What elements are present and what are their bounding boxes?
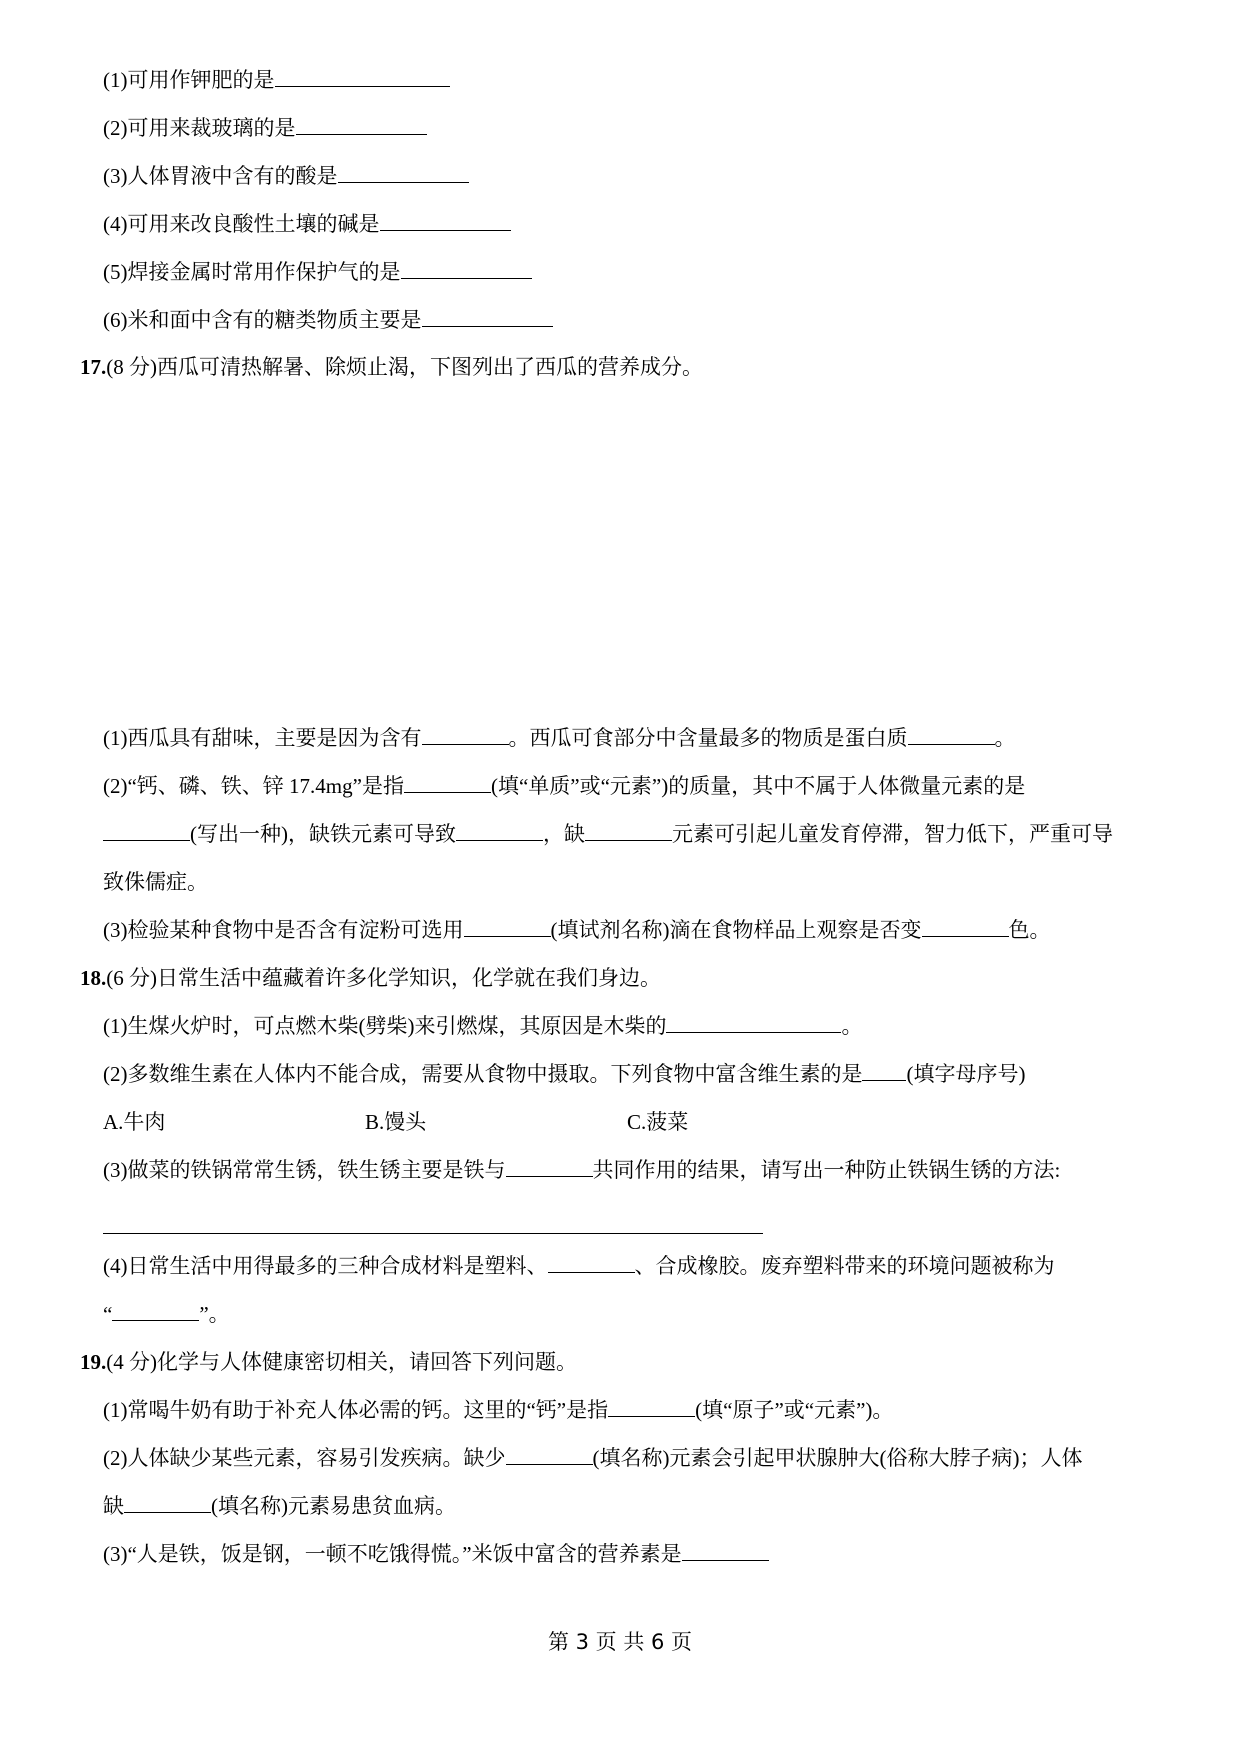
page-footer: 第 3 页 共 6 页 — [547, 1630, 693, 1654]
text: 、合成橡胶。废弃塑料带来的环境问题被称为 — [634, 1254, 1055, 1278]
text: 缺 — [103, 1494, 124, 1518]
text: (填名称)元素会引起甲状腺肿大(俗称大脖子病)；人体 — [592, 1446, 1083, 1470]
answer-blank[interactable] — [296, 114, 427, 135]
answer-blank[interactable] — [585, 820, 672, 841]
text: (1)生煤火炉时，可点燃木柴(劈柴)来引燃煤，其原因是木柴的 — [103, 1014, 667, 1038]
q18-stem — [80, 964, 661, 992]
question-number: 17. — [80, 355, 107, 379]
question-text: (4 分)化学与人体健康密切相关，请回答下列问题。 — [106, 1350, 577, 1374]
text: ”。 — [199, 1302, 230, 1326]
text: (填名称)元素易患贫血病。 — [211, 1494, 456, 1518]
answer-blank[interactable] — [506, 1444, 593, 1465]
q16-item-5 — [103, 258, 532, 286]
text: 。 — [994, 726, 1016, 750]
answer-blank[interactable] — [862, 1060, 906, 1081]
q19-part-3 — [103, 1540, 769, 1568]
text: ，缺 — [543, 822, 585, 846]
answer-blank[interactable] — [338, 162, 469, 183]
q16-item-4-text: (4)可用来改良酸性土壤的碱是 — [103, 212, 380, 236]
q16-item-2 — [103, 114, 427, 142]
answer-blank[interactable] — [275, 66, 450, 87]
q18-part-1 — [103, 1012, 862, 1040]
answer-blank[interactable] — [380, 210, 511, 231]
q17-part-3 — [103, 916, 1051, 944]
q17-part-1 — [103, 724, 1016, 752]
q19-part-2 — [103, 1444, 1082, 1472]
text: (1)常喝牛奶有助于补充人体必需的钙。这里的“钙”是指 — [103, 1398, 609, 1422]
option-b[interactable]: B.馒头 — [365, 1110, 427, 1134]
q16-item-4 — [103, 210, 511, 238]
q17-stem — [80, 353, 703, 381]
answer-blank[interactable] — [124, 1492, 211, 1513]
question-number: 18. — [80, 966, 107, 990]
text: (填试剂名称)滴在食物样品上观察是否变 — [550, 918, 922, 942]
text: (2)“钙、磷、铁、锌 17.4mg”是指 — [103, 774, 404, 798]
answer-blank[interactable] — [456, 820, 543, 841]
text: (填“原子”或“元素”)。 — [695, 1398, 894, 1422]
text: (3)“人是铁，饭是钢，一顿不吃饿得慌。”米饭中富含的营养素是 — [103, 1542, 682, 1566]
q19-stem — [80, 1348, 577, 1376]
text: (填字母序号) — [906, 1062, 1026, 1086]
text: (2)人体缺少某些元素，容易引发疾病。缺少 — [103, 1446, 506, 1470]
text: (3)检验某种食物中是否含有淀粉可选用 — [103, 918, 464, 942]
question-text: (8 分)西瓜可清热解暑、除烦止渴，下图列出了西瓜的营养成分。 — [106, 355, 703, 379]
text: 共同作用的结果，请写出一种防止铁锅生锈的方法: — [592, 1158, 1061, 1182]
q17-part-2 — [103, 772, 1025, 800]
question-text: (6 分)日常生活中蕴藏着许多化学知识，化学就在我们身边。 — [106, 966, 661, 990]
answer-blank[interactable] — [103, 820, 190, 841]
q16-item-6-text: (6)米和面中含有的糖类物质主要是 — [103, 308, 422, 332]
text: (写出一种)，缺铁元素可导致 — [190, 822, 456, 846]
text: (填“单质”或“元素”)的质量，其中不属于人体微量元素的是 — [490, 774, 1026, 798]
answer-blank[interactable] — [422, 724, 509, 745]
text: (2)多数维生素在人体内不能合成，需要从食物中摄取。下列食物中富含维生素的是 — [103, 1062, 863, 1086]
q16-item-6 — [103, 306, 553, 334]
answer-blank[interactable] — [908, 724, 995, 745]
answer-blank[interactable] — [464, 916, 551, 937]
q16-item-3-text: (3)人体胃液中含有的酸是 — [103, 164, 338, 188]
nutrition-figure-placeholder — [103, 400, 1103, 700]
answer-blank[interactable] — [922, 916, 1009, 937]
q16-item-1 — [103, 66, 450, 94]
answer-blank[interactable] — [506, 1156, 593, 1177]
q18-part-4 — [103, 1252, 1055, 1280]
text: 色。 — [1008, 918, 1051, 942]
q17-part-2-cont — [103, 820, 1113, 848]
answer-line[interactable] — [103, 1233, 763, 1234]
answer-blank[interactable] — [401, 258, 532, 279]
text: 。 — [841, 1014, 863, 1038]
answer-blank[interactable] — [422, 306, 553, 327]
q19-part-1 — [103, 1396, 893, 1424]
q16-item-5-text: (5)焊接金属时常用作保护气的是 — [103, 260, 401, 284]
text: (3)做菜的铁锅常常生锈，铁生锈主要是铁与 — [103, 1158, 506, 1182]
q19-part-2-cont — [103, 1492, 456, 1520]
answer-blank[interactable] — [666, 1012, 841, 1033]
q18-options — [103, 1108, 688, 1136]
answer-blank[interactable] — [608, 1396, 695, 1417]
text: “ — [103, 1302, 113, 1326]
text: (1)西瓜具有甜味，主要是因为含有 — [103, 726, 422, 750]
text: 致侏儒症。 — [103, 870, 208, 894]
q16-item-3 — [103, 162, 469, 190]
answer-blank[interactable] — [548, 1252, 635, 1273]
q18-part-4-cont — [103, 1300, 230, 1328]
q17-part-2-end — [103, 868, 208, 896]
question-number: 19. — [80, 1350, 107, 1374]
answer-blank[interactable] — [404, 772, 491, 793]
text: 元素可引起儿童发育停滞，智力低下，严重可导 — [672, 822, 1113, 846]
text: 。西瓜可食部分中含量最多的物质是蛋白质 — [508, 726, 908, 750]
q18-part-2 — [103, 1060, 1025, 1088]
option-c[interactable]: C.菠菜 — [627, 1110, 689, 1134]
option-a[interactable]: A.牛肉 — [103, 1110, 166, 1134]
text: (4)日常生活中用得最多的三种合成材料是塑料、 — [103, 1254, 548, 1278]
answer-blank[interactable] — [112, 1300, 199, 1321]
q16-item-1-text: (1)可用作钾肥的是 — [103, 68, 275, 92]
q16-item-2-text: (2)可用来裁玻璃的是 — [103, 116, 296, 140]
answer-blank[interactable] — [682, 1540, 769, 1561]
q18-part-3 — [103, 1156, 1060, 1184]
